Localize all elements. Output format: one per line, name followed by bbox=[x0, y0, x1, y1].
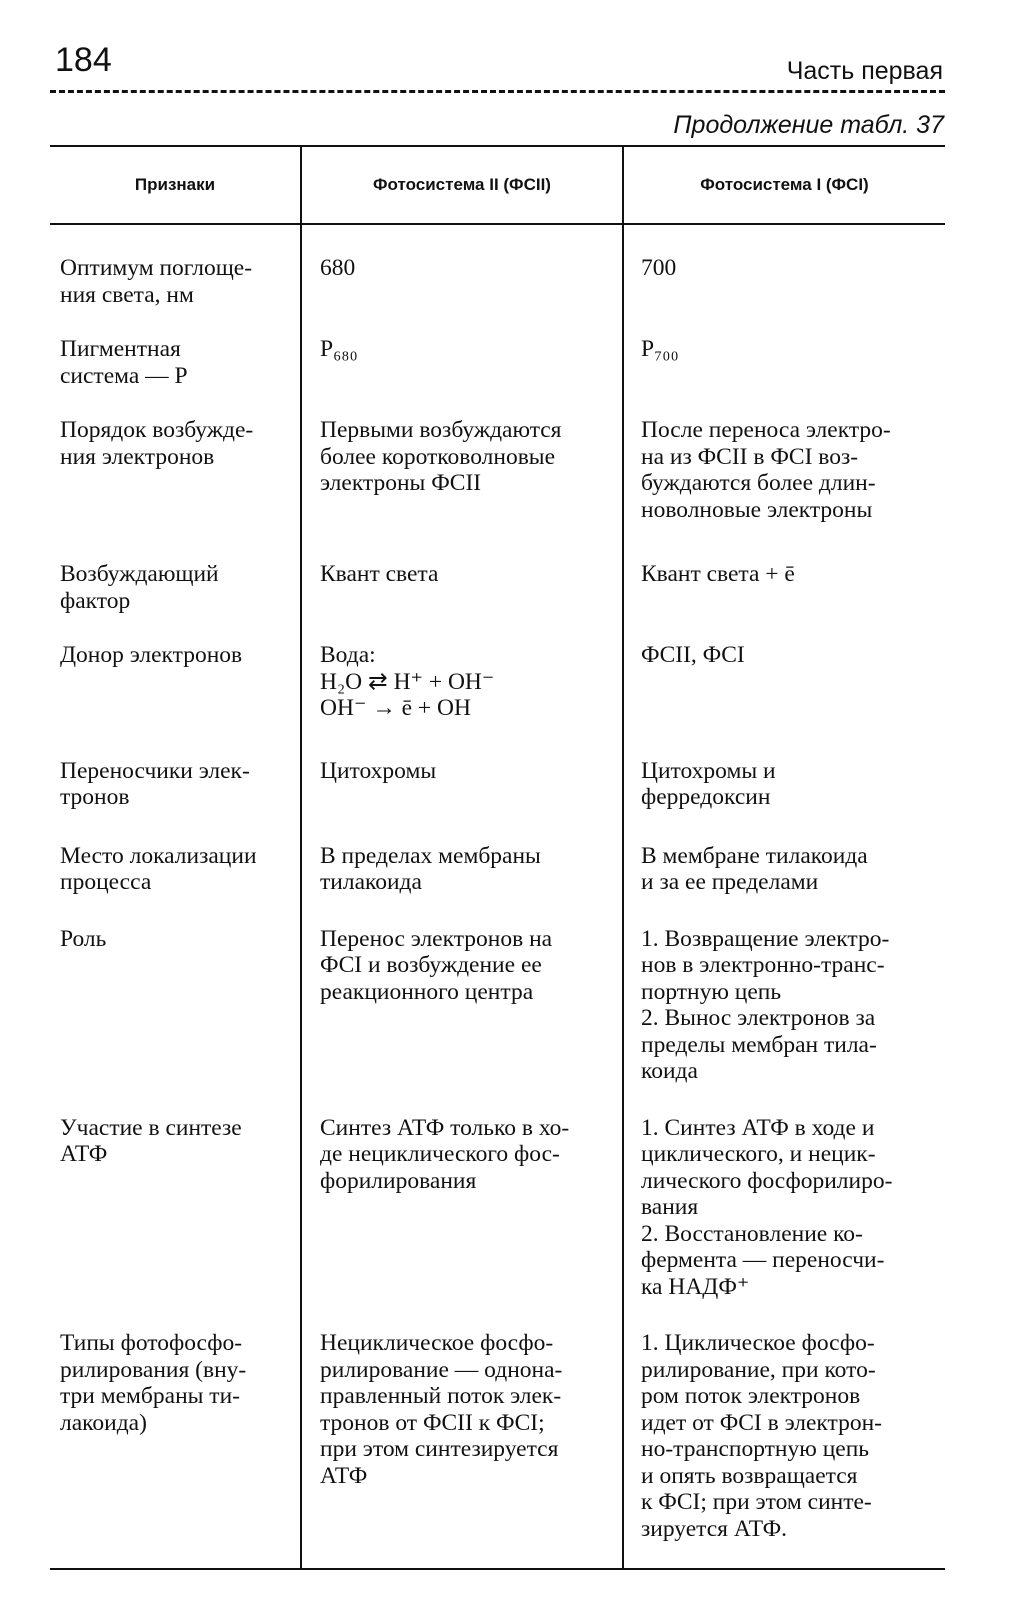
row-feature-cell bbox=[50, 754, 301, 839]
table-row bbox=[50, 1326, 945, 1569]
cell-text-line: ния электронов bbox=[60, 443, 215, 470]
cell-text-line: идет от ФСI в электрон- bbox=[641, 1409, 882, 1436]
table-caption: Продолжение табл. 37 bbox=[673, 111, 944, 139]
cell-text-line: фактор bbox=[60, 587, 131, 614]
cell-text-line: буждаются более длин- bbox=[641, 470, 876, 496]
cell-text-line: рилирование, при кото- bbox=[641, 1356, 876, 1383]
row-photosystem-2-cell bbox=[301, 839, 623, 922]
cell-text-line: реакционного центра bbox=[320, 978, 534, 1005]
cell-text-line: циклического, и нецик- bbox=[641, 1141, 876, 1167]
row-photosystem-2-cell bbox=[301, 922, 623, 1111]
cell-text-line: рилирования (вну- bbox=[60, 1356, 247, 1383]
table-row bbox=[50, 754, 945, 839]
row-photosystem-1-cell bbox=[623, 839, 945, 922]
cell-text-line: тилакоида bbox=[320, 869, 422, 895]
cell-text-line: Типы фотофосфо- bbox=[60, 1330, 243, 1356]
cell-text-line: H₂O ⇄ H⁺ + OH⁻ bbox=[320, 668, 495, 695]
cell-text-line: Нециклическое фосфо- bbox=[320, 1330, 554, 1356]
cell-text-line: 2. Восстановление ко- bbox=[641, 1220, 863, 1247]
row-photosystem-2-cell bbox=[301, 1326, 623, 1569]
cell-text-line: АТФ bbox=[60, 1141, 108, 1167]
row-feature-cell bbox=[50, 1326, 301, 1569]
cell-text-line: вания bbox=[641, 1194, 699, 1220]
row-feature-cell bbox=[50, 1111, 301, 1327]
cell-text-line: и за ее пределами bbox=[641, 869, 819, 895]
section-title: Часть первая bbox=[786, 57, 943, 85]
row-photosystem-2-cell bbox=[301, 557, 623, 638]
cell-text-line: электроны ФСII bbox=[320, 470, 482, 496]
cell-text-line: ФСII, ФСI bbox=[641, 642, 745, 668]
cell-text-line: Роль bbox=[60, 925, 107, 952]
cell-text-line: три мембраны ти- bbox=[60, 1383, 240, 1409]
cell-text-line: Перенос электронов на bbox=[320, 925, 553, 952]
table-body bbox=[50, 224, 945, 1569]
table-row bbox=[50, 922, 945, 1111]
cell-text-line: OH⁻ → ē + OH bbox=[320, 695, 471, 721]
cell-text-line: 1. Циклическое фосфо- bbox=[641, 1330, 875, 1356]
page-number: 184 bbox=[55, 41, 112, 79]
cell-text-line: процесса bbox=[60, 869, 152, 895]
row-feature-cell bbox=[50, 638, 301, 754]
cell-text-line: рилирование — однона- bbox=[320, 1356, 563, 1383]
cell-text-line: на из ФСII в ФСI воз- bbox=[641, 443, 859, 470]
row-photosystem-2-cell bbox=[301, 413, 623, 557]
cell-text-line: Донор электронов bbox=[60, 642, 243, 668]
page-header bbox=[50, 40, 945, 92]
column-header-features: Признаки bbox=[50, 146, 301, 224]
cell-text-line: ФСI и возбуждение ее bbox=[320, 952, 542, 978]
cell-text-line: Возбуждающий bbox=[60, 561, 219, 587]
table-row bbox=[50, 839, 945, 922]
row-feature-cell bbox=[50, 557, 301, 638]
row-photosystem-1-cell bbox=[623, 754, 945, 839]
row-feature-cell bbox=[50, 839, 301, 922]
table-row bbox=[50, 557, 945, 638]
cell-text-line: После переноса электро- bbox=[641, 417, 891, 443]
table-row bbox=[50, 1111, 945, 1327]
row-photosystem-1-cell bbox=[623, 1326, 945, 1569]
cell-text-line: лакоида) bbox=[60, 1409, 147, 1436]
cell-text-line: ния света, нм bbox=[60, 281, 194, 308]
cell-text-line: Участие в синтезе bbox=[60, 1114, 242, 1141]
table-row bbox=[50, 413, 945, 557]
row-photosystem-2-cell bbox=[301, 1111, 623, 1327]
cell-text-line: 2. Вынос электронов за bbox=[641, 1005, 876, 1031]
cell-text-line: Пигментная bbox=[60, 336, 181, 362]
cell-text-line: тронов от ФСII к ФСI; bbox=[320, 1409, 545, 1436]
cell-text-line: тронов bbox=[60, 784, 130, 810]
cell-text-line: де нециклического фос- bbox=[320, 1141, 560, 1167]
cell-text-line: В пределах мембраны bbox=[320, 842, 541, 869]
cell-text-line: форилирования bbox=[320, 1167, 477, 1194]
row-photosystem-2-cell bbox=[301, 332, 623, 413]
cell-text-line: Первыми возбуждаются bbox=[320, 417, 562, 443]
row-photosystem-1-cell bbox=[623, 638, 945, 754]
cell-text-line: Порядок возбужде- bbox=[60, 417, 254, 443]
row-feature-cell bbox=[50, 922, 301, 1111]
cell-text-line: более коротковолновые bbox=[320, 443, 556, 470]
cell-text-line: правленный поток элек- bbox=[320, 1383, 562, 1409]
row-feature-cell bbox=[50, 413, 301, 557]
table-row bbox=[50, 224, 945, 332]
cell-text-line: Р₆₈₀ bbox=[320, 336, 358, 362]
row-photosystem-2-cell bbox=[301, 754, 623, 839]
cell-text-line: зируется АТФ. bbox=[641, 1515, 788, 1542]
row-photosystem-1-cell bbox=[623, 1111, 945, 1327]
cell-text-line: ферредоксин bbox=[641, 784, 771, 810]
table-row bbox=[50, 638, 945, 754]
row-photosystem-2-cell bbox=[301, 224, 623, 332]
row-photosystem-1-cell bbox=[623, 332, 945, 413]
row-photosystem-1-cell bbox=[623, 413, 945, 557]
cell-text-line: 700 bbox=[641, 255, 677, 281]
cell-text-line: Переносчики элек- bbox=[60, 757, 250, 784]
cell-text-line: коида bbox=[641, 1058, 698, 1084]
cell-text-line: портную цепь bbox=[641, 978, 782, 1005]
column-header-photosystem-1: Фотосистема I (ФСI) bbox=[623, 146, 945, 224]
column-header-photosystem-2: Фотосистема II (ФСII) bbox=[301, 146, 623, 224]
cell-text-line: к ФСI; при этом синте- bbox=[641, 1489, 872, 1515]
cell-text-line: новолновые электроны bbox=[641, 496, 873, 523]
header-divider bbox=[50, 90, 945, 93]
row-photosystem-2-cell bbox=[301, 638, 623, 754]
cell-text-line: лического фосфорилиро- bbox=[641, 1167, 893, 1194]
cell-text-line: при этом синтезируется bbox=[320, 1436, 559, 1462]
cell-text-line: нов в электронно-транс- bbox=[641, 952, 885, 978]
row-photosystem-1-cell bbox=[623, 224, 945, 332]
table-row bbox=[50, 332, 945, 413]
row-feature-cell bbox=[50, 332, 301, 413]
cell-text-line: Синтез АТФ только в хо- bbox=[320, 1114, 570, 1141]
comparison-table bbox=[50, 145, 945, 1570]
cell-text-line: фермента — переносчи- bbox=[641, 1247, 885, 1273]
cell-text-line: В мембране тилакоида bbox=[641, 842, 868, 869]
cell-text-line: 1. Синтез АТФ в ходе и bbox=[641, 1114, 875, 1141]
cell-text-line: ка НАДФ⁺ bbox=[641, 1273, 750, 1300]
table-header-row bbox=[50, 146, 945, 224]
cell-text-line: Р₇₀₀ bbox=[641, 336, 679, 362]
cell-text-line: пределы мембран тила- bbox=[641, 1031, 877, 1058]
cell-text-line: 1. Возвращение электро- bbox=[641, 925, 890, 952]
row-photosystem-1-cell bbox=[623, 922, 945, 1111]
cell-text-line: АТФ bbox=[320, 1462, 368, 1489]
cell-text-line: Место локализации bbox=[60, 842, 257, 869]
cell-text-line: Цитохромы и bbox=[641, 757, 776, 784]
cell-text-line: Цитохромы bbox=[320, 757, 437, 784]
cell-text-line: Квант света bbox=[320, 561, 439, 587]
cell-text-line: система — Р bbox=[60, 362, 188, 389]
cell-text-line: 680 bbox=[320, 255, 356, 281]
row-photosystem-1-cell bbox=[623, 557, 945, 638]
row-feature-cell bbox=[50, 224, 301, 332]
cell-text-line: Оптимум поглоще- bbox=[60, 255, 253, 281]
cell-text-line: и опять возвращается bbox=[641, 1462, 858, 1489]
cell-text-line: Вода: bbox=[320, 642, 376, 668]
cell-text-line: ром поток электронов bbox=[641, 1383, 861, 1409]
cell-text-line: Квант света + ē bbox=[641, 561, 795, 587]
cell-text-line: но-транспортную цепь bbox=[641, 1436, 869, 1462]
